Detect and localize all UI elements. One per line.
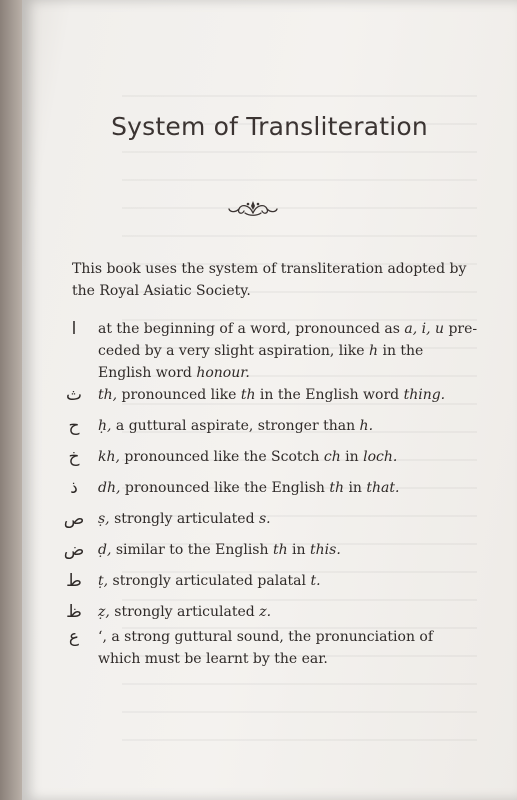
italic-text: h (368, 343, 379, 359)
italic-text: dh, (98, 480, 121, 496)
italic-text: ẓ, (98, 604, 110, 620)
page-title: System of Transliteration (111, 112, 428, 141)
plain-text: in (287, 542, 311, 558)
transliteration-description (98, 446, 478, 468)
plain-text: in the English word (98, 343, 424, 381)
arabic-letter: خ (68, 447, 80, 467)
desk-background (0, 0, 22, 800)
italic-text: s. (259, 511, 271, 527)
arabic-letter: ض (63, 540, 85, 560)
italic-text: ṭ, (98, 573, 109, 589)
arabic-letter: ح (68, 416, 80, 436)
italic-text: th, (98, 387, 118, 403)
intro-paragraph: This book uses the system of transliteration adopted by the Royal Asiatic Society. (72, 261, 467, 299)
italic-text: th (329, 480, 344, 496)
italic-text: t. (310, 573, 321, 589)
plain-text: pronounced like the English (120, 480, 330, 496)
plain-text: a strong guttural sound, the pronunciation of which must be learnt by the ear. (98, 629, 434, 667)
transliteration-description (98, 318, 478, 384)
plain-text: at the beginning of a word, pronounced as (98, 321, 405, 337)
italic-text: a, i, u (404, 321, 444, 337)
arabic-letter: ذ (70, 478, 78, 498)
italic-text: this. (310, 542, 341, 558)
transliteration-description (98, 415, 478, 437)
italic-text: thing. (403, 387, 446, 403)
italic-text: h. (359, 418, 374, 434)
plain-text: strongly articulated palatal (108, 573, 311, 589)
italic-text: kh, (98, 449, 120, 465)
italic-text: that. (366, 480, 400, 496)
transliteration-description (98, 508, 478, 530)
plain-text: in the English word (255, 387, 404, 403)
fleuron-ornament (227, 198, 279, 218)
plain-text: pre-ceded by a very slight aspiration, like (98, 321, 478, 359)
arabic-letter: ظ (66, 602, 82, 622)
italic-text: z. (259, 604, 272, 620)
transliteration-description (98, 601, 478, 623)
arabic-letter: ص (63, 509, 85, 529)
plain-text: pronounced like (117, 387, 241, 403)
plain-text: ‘, (98, 629, 107, 645)
plain-text: similar to the English (111, 542, 273, 558)
italic-text: ṣ, (98, 511, 110, 527)
plain-text: strongly articulated (109, 604, 260, 620)
italic-text: th (272, 542, 288, 558)
plain-text: in (340, 449, 364, 465)
plain-text: a guttural aspirate, stronger than (111, 418, 360, 434)
transliteration-description (98, 477, 478, 499)
transliteration-description (98, 626, 478, 670)
italic-text: ḥ, (98, 418, 112, 434)
italic-text: loch. (363, 449, 398, 465)
plain-text: pronounced like the Scotch (119, 449, 324, 465)
arabic-letter: ع (68, 627, 80, 647)
arabic-letter: ا (71, 319, 77, 339)
transliteration-description (98, 384, 478, 406)
italic-text: ch (323, 449, 341, 465)
plain-text: in (344, 480, 367, 496)
transliteration-description (98, 539, 478, 561)
plain-text: strongly articulated (109, 511, 259, 527)
arabic-letter: ط (66, 571, 82, 591)
italic-text: honour. (196, 365, 250, 381)
arabic-letter: ث (65, 385, 82, 405)
italic-text: ḍ, (98, 542, 112, 558)
transliteration-description (98, 570, 478, 592)
italic-text: th (240, 387, 256, 403)
